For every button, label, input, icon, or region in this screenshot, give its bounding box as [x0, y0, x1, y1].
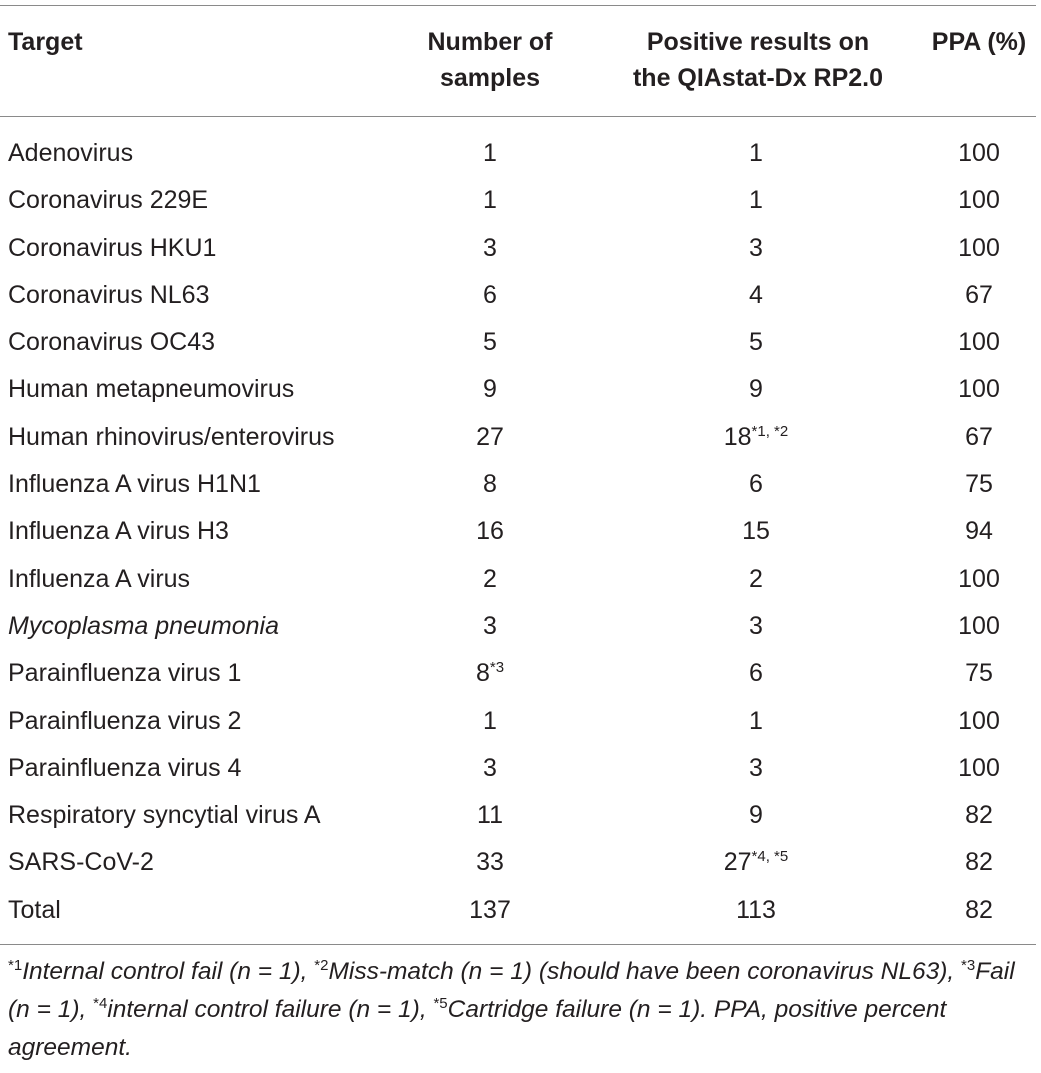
cell-ppa: 100: [958, 753, 1000, 782]
cell-target: Parainfluenza virus 4: [8, 753, 242, 782]
table-top-rule: [0, 5, 1036, 6]
cell-target: Total: [8, 895, 61, 924]
cell-positive: 15: [742, 517, 770, 546]
table-row: [0, 462, 1041, 509]
cell-target: Human rhinovirus/enterovirus: [8, 422, 335, 451]
cell-samples: 16: [476, 517, 504, 546]
cell-ppa: 100: [958, 186, 1000, 215]
table-row: [0, 178, 1041, 225]
cell-target: SARS-CoV-2: [8, 848, 154, 877]
table-row: [0, 840, 1041, 887]
table-row: [0, 557, 1041, 604]
table-bottom-rule: [0, 944, 1036, 945]
cell-ppa: 100: [958, 706, 1000, 735]
cell-target: Influenza A virus H1N1: [8, 470, 261, 499]
table-row: [0, 367, 1041, 414]
header-number-of-samples: Number of samples: [427, 28, 553, 92]
cell-positive: 1: [749, 706, 763, 735]
cell-samples: 3: [483, 753, 497, 782]
cell-target: Influenza A virus: [8, 564, 191, 593]
cell-ppa: 82: [965, 801, 993, 830]
cell-positive: 113: [736, 895, 776, 924]
cell-samples: 5: [483, 328, 497, 357]
cell-samples: 1: [483, 706, 497, 735]
cell-ppa: 75: [965, 659, 993, 688]
cell-positive: 9: [749, 375, 763, 404]
table-row: [0, 226, 1041, 273]
table-row: [0, 415, 1041, 462]
cell-ppa: 100: [958, 233, 1000, 262]
cell-target: Coronavirus NL63: [8, 280, 210, 309]
cell-positive: $27^{*4, *5}$: [723, 848, 789, 877]
cell-positive: 1: [749, 186, 763, 215]
cell-positive: 6: [749, 470, 763, 499]
cell-ppa: 100: [958, 564, 1000, 593]
table-body: [0, 131, 1041, 935]
cell-samples: 1: [483, 186, 497, 215]
cell-samples: 33: [476, 848, 504, 877]
cell-target: Human metapneumovirus: [8, 375, 295, 404]
table-row: [0, 888, 1041, 935]
cell-target: Coronavirus 229E: [8, 186, 209, 215]
table-row: [0, 793, 1041, 840]
cell-target: Adenovirus: [8, 139, 134, 167]
cell-target: Parainfluenza virus 1: [8, 659, 242, 688]
cell-target: Mycoplasma pneumonia: [8, 611, 279, 640]
table-row: [0, 273, 1041, 320]
cell-positive: 3: [749, 233, 763, 262]
cell-ppa: 67: [965, 422, 993, 451]
table-row: [0, 651, 1041, 698]
cell-samples: 9: [483, 375, 497, 404]
table-row: [0, 131, 1041, 178]
cell-positive: 2: [749, 564, 763, 593]
header-rule: [0, 116, 1036, 117]
cell-positive: 5: [749, 328, 763, 357]
cell-positive: 4: [749, 280, 763, 309]
cell-samples: 2: [483, 564, 497, 593]
cell-target: Coronavirus OC43: [8, 328, 216, 357]
cell-target: Respiratory syncytial virus A: [8, 801, 321, 830]
cell-ppa: 100: [958, 139, 1000, 167]
cell-positive: 9: [749, 801, 763, 830]
cell-samples: 11: [477, 801, 503, 830]
cell-samples: 8$^{*3}$: [475, 659, 505, 688]
header-positive-results: Positive results on the QIAstat-Dx RP2.0: [632, 28, 884, 92]
cell-ppa: 82: [965, 848, 993, 877]
cell-samples: 3: [483, 233, 497, 262]
table-row: [0, 746, 1041, 793]
cell-samples: 1: [483, 139, 497, 167]
cell-samples: 27: [476, 422, 504, 451]
table-row: [0, 699, 1041, 746]
table-row: [0, 320, 1041, 367]
cell-samples: 8: [483, 470, 497, 499]
cell-ppa: 100: [958, 328, 1000, 357]
header-ppa: PPA (%): [931, 28, 1027, 56]
cell-target: Influenza A virus H3: [8, 517, 229, 546]
cell-ppa: 82: [965, 895, 993, 924]
cell-samples: 137: [469, 895, 511, 924]
table-row: [0, 604, 1041, 651]
cell-positive: $18^{*1, *2}$: [723, 422, 789, 451]
cell-samples: 6: [483, 280, 497, 309]
cell-ppa: 100: [958, 375, 1000, 404]
cell-positive: 6: [749, 659, 763, 688]
cell-samples: 3: [483, 611, 497, 640]
cell-ppa: 75: [965, 470, 993, 499]
cell-positive: 3: [749, 753, 763, 782]
cell-ppa: 67: [965, 280, 993, 309]
cell-target: Coronavirus HKU1: [8, 233, 217, 262]
header-target: Target: [8, 28, 83, 56]
table-row: [0, 509, 1041, 556]
cell-ppa: 100: [958, 611, 1000, 640]
cell-ppa: 94: [965, 517, 993, 546]
cell-positive: 1: [749, 139, 763, 167]
table-footnote: $^{*1}$Internal control fail (n = 1), $^{*2}$Miss-match (n = 1) (should have been coronavirus NL63), $^{*3}$Fail (n = 1), $^{*4}$internal control failure (n = 1), $^{*5}$Cartridge failure (n = 1). PPA, positive percent agreement.: [8, 957, 1015, 1061]
cell-target: Parainfluenza virus 2: [8, 706, 242, 735]
cell-positive: 3: [749, 611, 763, 640]
